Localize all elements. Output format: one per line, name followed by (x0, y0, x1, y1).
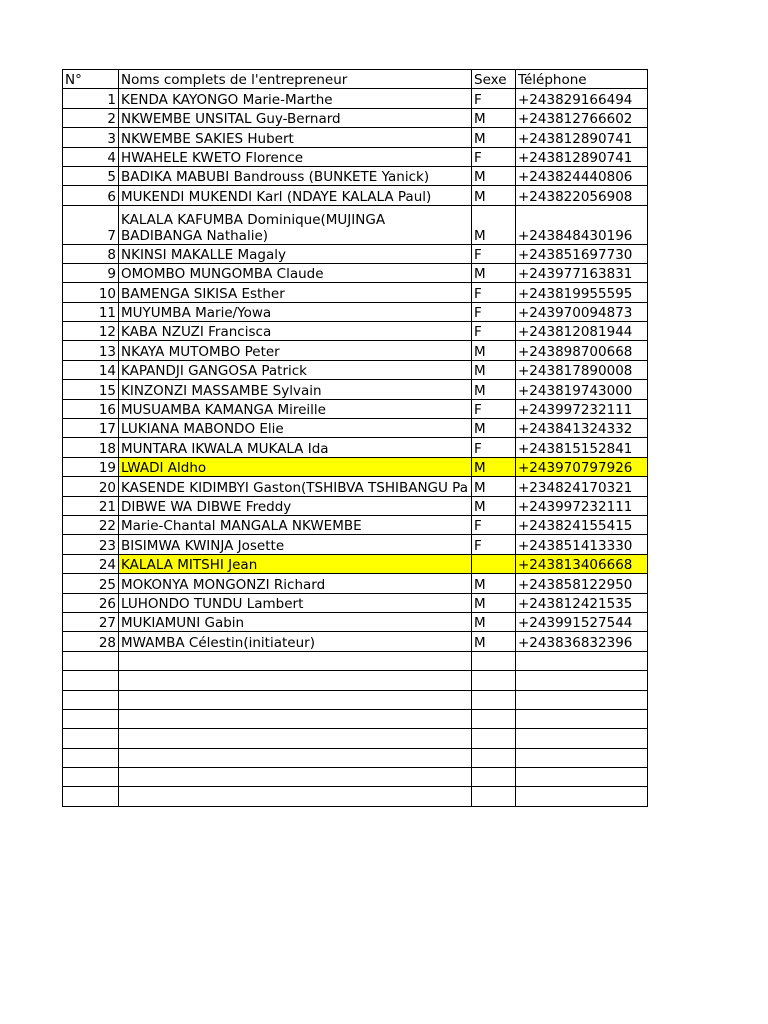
empty-cell[interactable] (63, 690, 119, 709)
table-row (63, 574, 648, 593)
phone-cell[interactable]: +234824170321 (516, 477, 648, 496)
phone-cell[interactable]: +243812890741 (516, 147, 648, 166)
empty-cell[interactable] (516, 690, 648, 709)
entrepreneur-name-cell[interactable]: OMOMBO MUNGOMBA Claude (119, 263, 472, 282)
phone-cell[interactable]: +243812421535 (516, 593, 648, 612)
entrepreneur-name-cell[interactable]: KALALA KAFUMBA Dominique(MUJINGA BADIBANGA Nathalie) (119, 205, 472, 244)
sex-cell[interactable]: F (472, 399, 516, 418)
entrepreneur-name-cell[interactable]: KALALA MITSHI Jean (119, 554, 472, 573)
sex-cell[interactable]: M (472, 612, 516, 631)
empty-cell[interactable] (119, 729, 472, 748)
phone-cell[interactable]: +243812081944 (516, 322, 648, 341)
phone-cell[interactable]: +243991527544 (516, 612, 648, 631)
entrepreneur-name-cell[interactable]: LUHONDO TUNDU Lambert (119, 593, 472, 612)
row-number-cell[interactable]: 7 (63, 205, 119, 244)
empty-cell[interactable] (63, 671, 119, 690)
phone-cell[interactable]: +243841324332 (516, 419, 648, 438)
table-row (63, 147, 648, 166)
empty-cell[interactable] (63, 729, 119, 748)
row-number-cell[interactable]: 22 (63, 516, 119, 535)
entrepreneur-name-cell[interactable]: MUKIAMUNI Gabin (119, 612, 472, 631)
table-row (63, 128, 648, 147)
phone-cell[interactable]: +243851697730 (516, 244, 648, 263)
table-row (63, 612, 648, 631)
table-row (63, 302, 648, 321)
empty-cell[interactable] (472, 748, 516, 767)
empty-cell[interactable] (516, 709, 648, 728)
sex-cell[interactable]: M (472, 360, 516, 379)
row-number-cell[interactable]: 8 (63, 244, 119, 263)
entrepreneur-name-cell[interactable]: MUKENDI MUKENDI Karl (NDAYE KALALA Paul) (119, 186, 472, 205)
row-number-cell[interactable]: 9 (63, 263, 119, 282)
row-number-cell[interactable]: 19 (63, 457, 119, 476)
phone-cell[interactable]: +243977163831 (516, 263, 648, 282)
row-number-cell[interactable]: 24 (63, 554, 119, 573)
sex-cell[interactable]: F (472, 535, 516, 554)
row-number-cell[interactable]: 18 (63, 438, 119, 457)
empty-cell[interactable] (119, 690, 472, 709)
sex-cell[interactable]: F (472, 147, 516, 166)
phone-cell[interactable]: +243817890008 (516, 360, 648, 379)
phone-cell[interactable]: +243813406668 (516, 554, 648, 573)
entrepreneur-name-cell[interactable]: KINZONZI MASSAMBE Sylvain (119, 380, 472, 399)
empty-row (63, 651, 648, 670)
empty-cell[interactable] (472, 709, 516, 728)
phone-cell[interactable]: +243836832396 (516, 632, 648, 651)
phone-cell[interactable]: +243829166494 (516, 89, 648, 108)
sex-cell[interactable]: M (472, 186, 516, 205)
sex-cell[interactable]: M (472, 128, 516, 147)
entrepreneur-name-cell[interactable]: DIBWE WA DIBWE Freddy (119, 496, 472, 515)
header-cell-sex[interactable]: Sexe (472, 70, 516, 89)
sex-cell[interactable]: F (472, 516, 516, 535)
sex-cell[interactable]: M (472, 632, 516, 651)
empty-cell[interactable] (472, 729, 516, 748)
entrepreneur-name-cell[interactable]: NKWEMBE UNSITAL Guy-Bernard (119, 108, 472, 127)
table-row (63, 535, 648, 554)
table-row (63, 360, 648, 379)
sex-cell[interactable]: M (472, 263, 516, 282)
entrepreneur-name-cell[interactable]: BAMENGA SIKISA Esther (119, 283, 472, 302)
empty-cell[interactable] (63, 768, 119, 787)
empty-cell[interactable] (472, 671, 516, 690)
row-number-cell[interactable]: 15 (63, 380, 119, 399)
empty-cell[interactable] (63, 651, 119, 670)
sex-cell[interactable]: M (472, 496, 516, 515)
header-cell-name[interactable]: Noms complets de l'entrepreneur (119, 70, 472, 89)
sex-cell[interactable]: M (472, 205, 516, 244)
header-cell-number[interactable]: N° (63, 70, 119, 89)
row-number-cell[interactable]: 27 (63, 612, 119, 631)
empty-cell[interactable] (516, 768, 648, 787)
sex-cell[interactable]: F (472, 438, 516, 457)
phone-cell[interactable]: +243997232111 (516, 496, 648, 515)
sex-cell[interactable] (472, 554, 516, 573)
table-row (63, 108, 648, 127)
table-row (63, 322, 648, 341)
phone-cell[interactable]: +243824155415 (516, 516, 648, 535)
table-row (63, 263, 648, 282)
sex-cell[interactable]: F (472, 244, 516, 263)
empty-cell[interactable] (516, 671, 648, 690)
sex-cell[interactable]: M (472, 380, 516, 399)
row-number-cell[interactable]: 4 (63, 147, 119, 166)
empty-cell[interactable] (516, 748, 648, 767)
table-row (63, 166, 648, 185)
table-row (63, 477, 648, 496)
row-number-cell[interactable]: 1 (63, 89, 119, 108)
sex-cell[interactable]: M (472, 477, 516, 496)
empty-cell[interactable] (516, 651, 648, 670)
row-number-cell[interactable]: 16 (63, 399, 119, 418)
entrepreneur-name-cell[interactable]: KABA NZUZI Francisca (119, 322, 472, 341)
header-row (63, 70, 648, 89)
empty-cell[interactable] (119, 768, 472, 787)
table-row (63, 496, 648, 515)
entrepreneur-name-cell[interactable]: KAPANDJI GANGOSA Patrick (119, 360, 472, 379)
row-number-cell[interactable]: 5 (63, 166, 119, 185)
empty-cell[interactable] (63, 787, 119, 806)
phone-cell[interactable]: +243824440806 (516, 166, 648, 185)
entrepreneur-name-cell[interactable]: HWAHELE KWETO Florence (119, 147, 472, 166)
row-number-cell[interactable]: 17 (63, 419, 119, 438)
phone-cell[interactable]: +243819743000 (516, 380, 648, 399)
phone-cell[interactable]: +243997232111 (516, 399, 648, 418)
sex-cell[interactable]: F (472, 302, 516, 321)
sex-cell[interactable]: M (472, 108, 516, 127)
entrepreneur-name-cell[interactable]: NKAYA MUTOMBO Peter (119, 341, 472, 360)
entrepreneur-name-cell[interactable]: KENDA KAYONGO Marie-Marthe (119, 89, 472, 108)
entrepreneur-name-cell[interactable]: LUKIANA MABONDO Elie (119, 419, 472, 438)
table-row (63, 457, 648, 476)
entrepreneur-name-cell[interactable]: NKWEMBE SAKIES Hubert (119, 128, 472, 147)
table-row (63, 186, 648, 205)
row-number-cell[interactable]: 26 (63, 593, 119, 612)
table-row (63, 632, 648, 651)
empty-row (63, 768, 648, 787)
row-number-cell[interactable]: 21 (63, 496, 119, 515)
empty-cell[interactable] (119, 651, 472, 670)
empty-row (63, 671, 648, 690)
row-number-cell[interactable]: 3 (63, 128, 119, 147)
table-row (63, 205, 648, 244)
table-row (63, 419, 648, 438)
row-number-cell[interactable]: 28 (63, 632, 119, 651)
empty-cell[interactable] (119, 748, 472, 767)
sex-cell[interactable]: M (472, 457, 516, 476)
empty-cell[interactable] (472, 690, 516, 709)
sex-cell[interactable]: F (472, 283, 516, 302)
sex-cell[interactable]: F (472, 89, 516, 108)
table-row (63, 341, 648, 360)
row-number-cell[interactable]: 6 (63, 186, 119, 205)
entrepreneur-name-cell[interactable]: MOKONYA MONGONZI Richard (119, 574, 472, 593)
entrepreneur-name-cell[interactable]: BADIKA MABUBI Bandrouss (BUNKETE Yanick) (119, 166, 472, 185)
entrepreneur-name-cell[interactable]: LWADI Aldho (119, 457, 472, 476)
row-number-cell[interactable]: 2 (63, 108, 119, 127)
table-row (63, 438, 648, 457)
row-number-cell[interactable]: 20 (63, 477, 119, 496)
table-row (63, 516, 648, 535)
phone-cell[interactable]: +243970094873 (516, 302, 648, 321)
empty-row (63, 709, 648, 728)
entrepreneur-name-cell[interactable]: MUYUMBA Marie/Yowa (119, 302, 472, 321)
sex-cell[interactable]: M (472, 341, 516, 360)
entrepreneur-name-cell[interactable]: MUNTARA IKWALA MUKALA Ida (119, 438, 472, 457)
empty-cell[interactable] (63, 709, 119, 728)
entrepreneur-name-cell[interactable]: Marie-Chantal MANGALA NKWEMBE (119, 516, 472, 535)
sex-cell[interactable]: M (472, 419, 516, 438)
phone-cell[interactable]: +243858122950 (516, 574, 648, 593)
phone-cell[interactable]: +243970797926 (516, 457, 648, 476)
empty-row (63, 787, 648, 806)
entrepreneur-name-cell[interactable]: BISIMWA KWINJA Josette (119, 535, 472, 554)
table-row (63, 399, 648, 418)
sex-cell[interactable]: M (472, 166, 516, 185)
empty-cell[interactable] (516, 729, 648, 748)
row-number-cell[interactable]: 23 (63, 535, 119, 554)
empty-cell[interactable] (516, 787, 648, 806)
table-row (63, 283, 648, 302)
row-number-cell[interactable]: 14 (63, 360, 119, 379)
row-number-cell[interactable]: 12 (63, 322, 119, 341)
header-cell-phone[interactable]: Téléphone (516, 70, 648, 89)
empty-cell[interactable] (63, 748, 119, 767)
entrepreneur-name-cell[interactable]: KASENDE KIDIMBYI Gaston(TSHIBVA TSHIBANGU Pa (119, 477, 472, 496)
sex-cell[interactable]: M (472, 574, 516, 593)
phone-cell[interactable]: +243812890741 (516, 128, 648, 147)
empty-cell[interactable] (472, 787, 516, 806)
phone-cell[interactable]: +243815152841 (516, 438, 648, 457)
table-row (63, 554, 648, 573)
empty-cell[interactable] (119, 787, 472, 806)
phone-cell[interactable]: +243848430196 (516, 205, 648, 244)
row-number-cell[interactable]: 13 (63, 341, 119, 360)
empty-row (63, 729, 648, 748)
row-number-cell[interactable]: 11 (63, 302, 119, 321)
phone-cell[interactable]: +243851413330 (516, 535, 648, 554)
table-row (63, 593, 648, 612)
phone-cell[interactable]: +243898700668 (516, 341, 648, 360)
phone-cell[interactable]: +243822056908 (516, 186, 648, 205)
table-row (63, 380, 648, 399)
phone-cell[interactable]: +243819955595 (516, 283, 648, 302)
sex-cell[interactable]: F (472, 322, 516, 341)
empty-cell[interactable] (472, 768, 516, 787)
row-number-cell[interactable]: 25 (63, 574, 119, 593)
phone-cell[interactable]: +243812766602 (516, 108, 648, 127)
table-row (63, 89, 648, 108)
empty-row (63, 748, 648, 767)
table-row (63, 244, 648, 263)
empty-cell[interactable] (119, 709, 472, 728)
entrepreneur-name-cell[interactable]: NKINSI MAKALLE Magaly (119, 244, 472, 263)
sex-cell[interactable]: M (472, 593, 516, 612)
empty-cell[interactable] (119, 671, 472, 690)
row-number-cell[interactable]: 10 (63, 283, 119, 302)
entrepreneur-table (62, 69, 648, 807)
entrepreneur-name-cell[interactable]: MUSUAMBA KAMANGA Mireille (119, 399, 472, 418)
empty-cell[interactable] (472, 651, 516, 670)
entrepreneur-name-cell[interactable]: MWAMBA Célestin(initiateur) (119, 632, 472, 651)
empty-row (63, 690, 648, 709)
